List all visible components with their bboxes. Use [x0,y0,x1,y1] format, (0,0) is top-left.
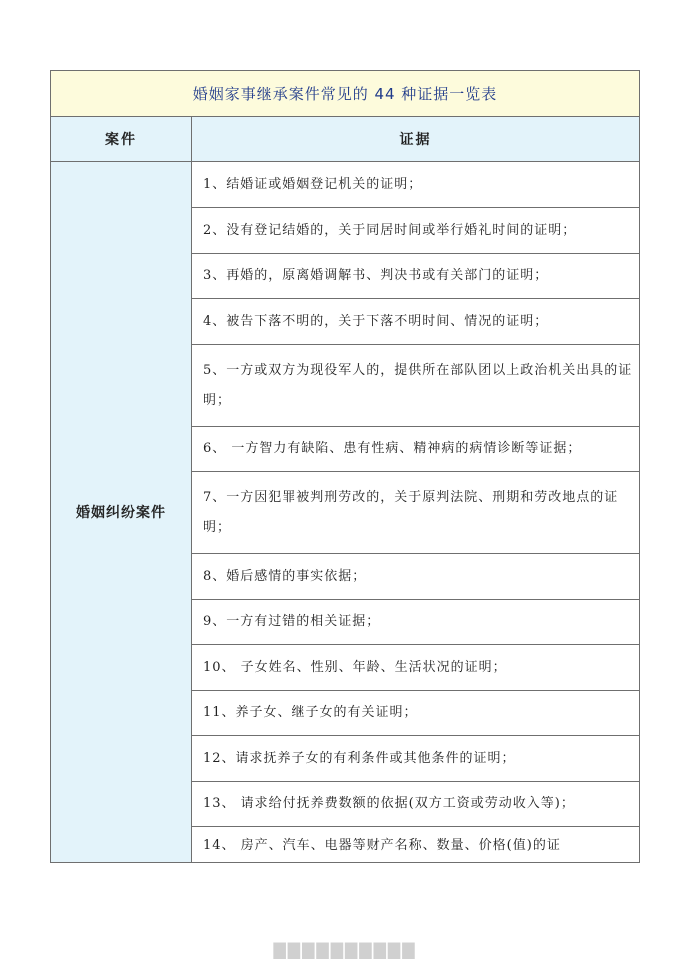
evidence-row: 11、养子女、继子女的有关证明； [192,691,640,736]
category-cell: 婚姻纠纷案件 [51,162,192,863]
evidence-table-container [50,70,639,863]
evidence-row: 5、一方或双方为现役军人的，提供所在部队团以上政治机关出具的证明； [192,345,640,427]
evidence-row: 13、 请求给付抚养费数额的依据(双方工资或劳动收入等)； [192,782,640,827]
evidence-row: 14、 房产、汽车、电器等财产名称、数量、价格(值)的证 [192,827,640,863]
evidence-row: 9、一方有过错的相关证据； [192,600,640,645]
column-header-case: 案件 [51,117,192,162]
evidence-row: 12、请求抚养子女的有利条件或其他条件的证明； [192,736,640,782]
evidence-row: 10、 子女姓名、性别、年龄、生活状况的证明； [192,645,640,691]
evidence-row: 1、结婚证或婚姻登记机关的证明； [192,162,640,208]
evidence-row: 2、没有登记结婚的，关于同居时间或举行婚礼时间的证明； [192,208,640,254]
column-header-evidence: 证据 [192,117,640,162]
evidence-row: 3、再婚的，原离婚调解书、判决书或有关部门的证明； [192,254,640,299]
evidence-row: 6、 一方智力有缺陷、患有性病、精神病的病情诊断等证据； [192,427,640,472]
evidence-table [50,70,640,863]
table-title: 婚姻家事继承案件常见的 44 种证据一览表 [51,71,640,117]
footer-watermark: ▇▇▇▇▇▇▇▇▇▇ [273,940,417,959]
evidence-row: 8、婚后感情的事实依据； [192,554,640,600]
evidence-row: 7、一方因犯罪被判刑劳改的，关于原判法院、刑期和劳改地点的证明； [192,472,640,554]
evidence-row: 4、被告下落不明的，关于下落不明时间、情况的证明； [192,299,640,345]
